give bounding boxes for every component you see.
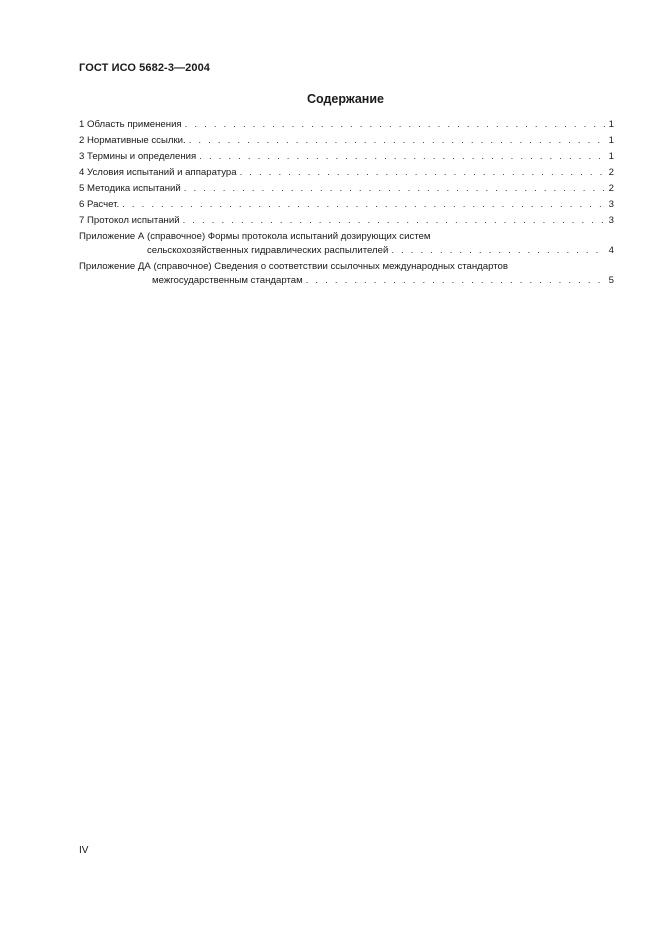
toc-entry-page: 2	[608, 183, 614, 194]
toc-entry-page: 2	[608, 167, 614, 178]
toc-entry-page: 1	[608, 119, 614, 130]
toc-entry-label: 7 Протокол испытаний	[79, 215, 180, 226]
toc-entry-label: 1 Область применения	[79, 119, 182, 130]
toc-appendix-title: Приложение ДА (справочное) Сведения о соответствии ссылочных международных стандартов	[79, 261, 508, 272]
toc-entry[interactable]	[79, 199, 614, 215]
toc-title: Содержание	[306, 92, 384, 106]
toc-appendix-continuation: межгосударственным стандартам	[152, 275, 303, 286]
dot-leader	[184, 183, 605, 195]
toc-entry-label: 3 Термины и определения	[79, 151, 197, 162]
toc-entry[interactable]	[79, 183, 614, 199]
toc-entry-page: 1	[608, 151, 614, 162]
toc-entry-page: 4	[608, 245, 614, 256]
toc-entry[interactable]	[79, 167, 614, 183]
dot-leader	[122, 199, 605, 211]
toc-entry-page: 1	[608, 135, 614, 146]
toc-entry-label: 4 Условия испытаний и аппаратура	[79, 167, 237, 178]
toc-appendix-entry[interactable]	[79, 261, 614, 291]
toc-entry-label: 2 Нормативные ссылки.	[79, 135, 186, 146]
toc-entry-label: 5 Методика испытаний	[79, 183, 181, 194]
toc-entry[interactable]	[79, 215, 614, 231]
toc-entry[interactable]	[79, 119, 614, 135]
toc-entry[interactable]	[79, 151, 614, 167]
dot-leader	[189, 135, 605, 147]
document-header: ГОСТ ИСО 5682-3—2004	[79, 62, 211, 74]
dot-leader	[183, 215, 605, 227]
dot-leader	[185, 119, 605, 131]
toc-appendix-continuation: сельскохозяйственных гидравлических распылителей	[147, 245, 389, 256]
toc-appendix-title: Приложение А (справочное) Формы протокола испытаний дозирующих систем	[79, 231, 431, 242]
toc-appendix-entry[interactable]	[79, 231, 614, 261]
toc-entry-page: 3	[608, 199, 614, 210]
dot-leader	[391, 245, 605, 257]
toc-entry[interactable]	[79, 135, 614, 151]
dot-leader	[199, 151, 605, 163]
toc-entry-label: 6 Расчет.	[79, 199, 120, 210]
toc-entry-page: 3	[608, 215, 614, 226]
toc-entry-page: 5	[608, 275, 614, 286]
dot-leader	[306, 275, 605, 287]
table-of-contents	[79, 119, 614, 291]
page-number: IV	[79, 845, 89, 856]
dot-leader	[240, 167, 605, 179]
